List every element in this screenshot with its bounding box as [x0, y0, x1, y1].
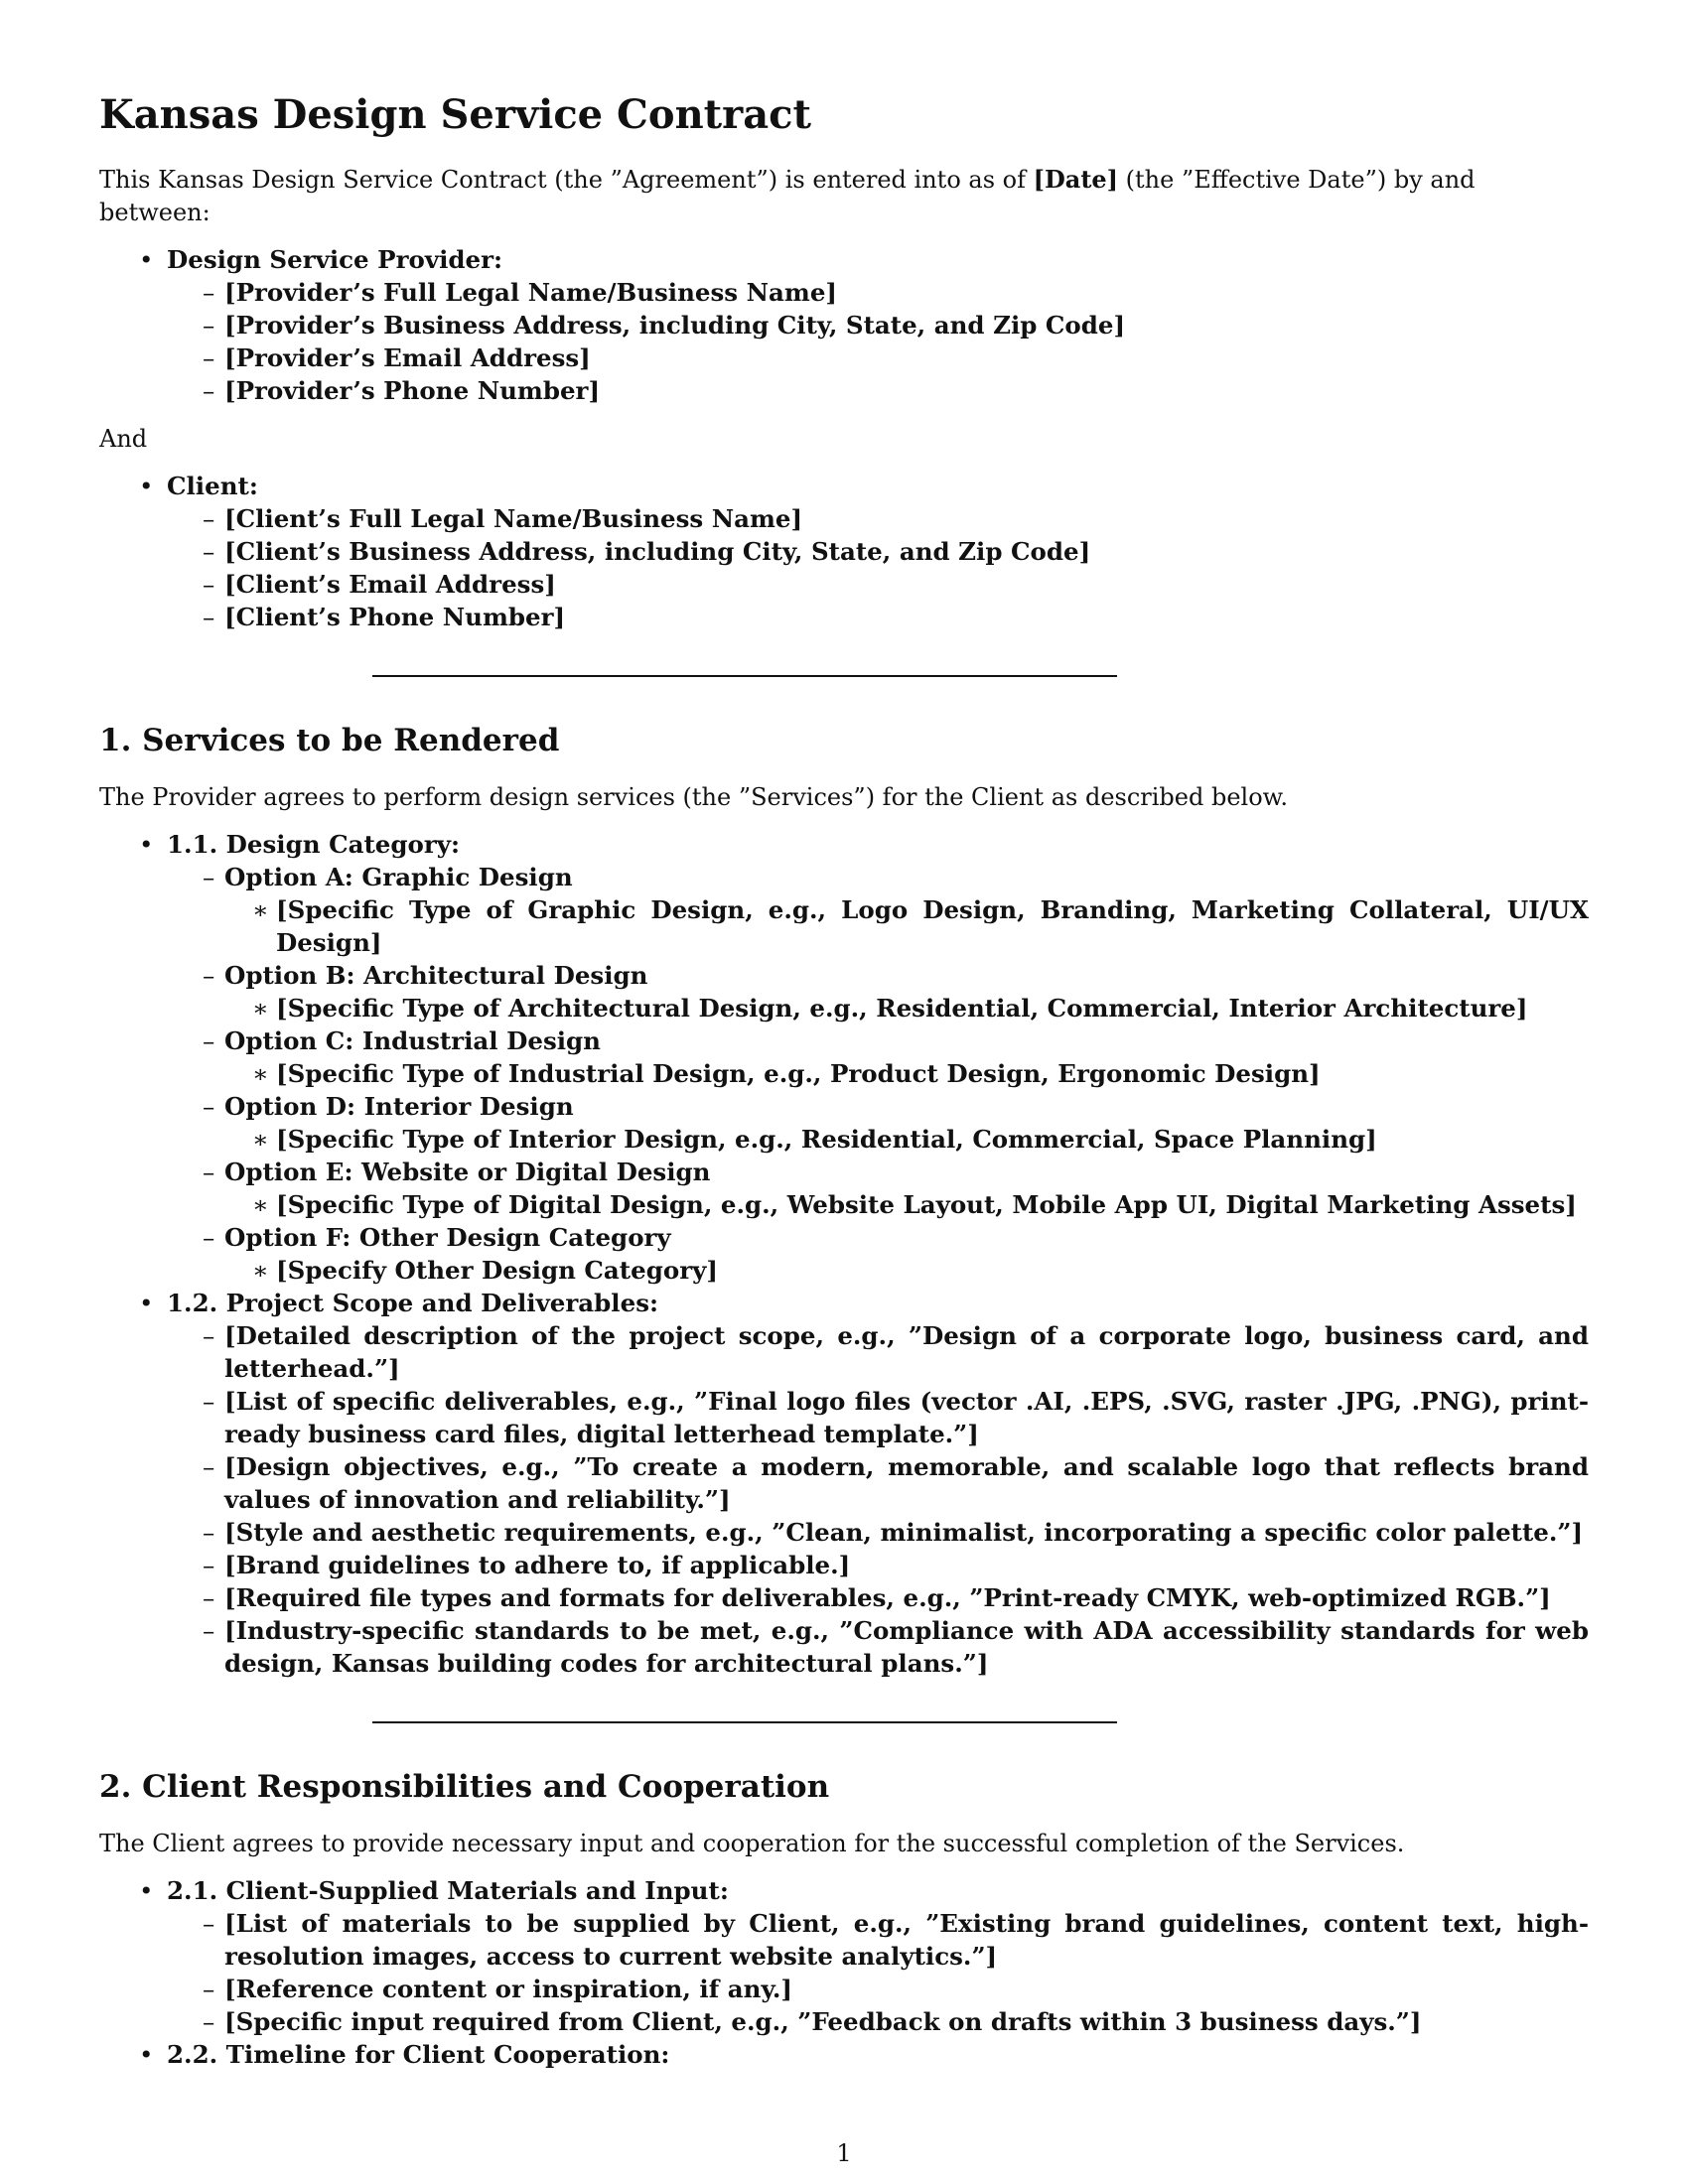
subsection-item: • 1.2. Project Scope and Deliverables: – [Detailed description of the project scope, e.g., ”Design of a corporate logo, business card, and letterhead.”] – [List of specific deliverables, e.g., ”Final logo files (vector .AI, .EPS, .SVG, raster .JPG, .PNG), print-ready business card files, digital letterhead template.”] – [Design objectives, e.g., ”To create a modern, memorable, and scalable logo that reflects brand values of innovation and reliability.”] – [Style and aesthetic requirements, e.g., ”Clean, minimalist, incorporating a specific color palette.”] – [Brand guidelines to adhere to, if applicable.] – [Required file types and formats for deliverables, e.g., ”Print-ready CMYK, web-optimized RGB.”] – [Industry-specific standards to be met, e.g., ”Compliance with ADA accessibility standards for web design, Kansas building codes for architectural plans.”]	[99, 1287, 1589, 1680]
subsection-item: • 2.2. Timeline for Client Cooperation:	[99, 2038, 1589, 2071]
list-item: – [Style and aesthetic requirements, e.g., ”Clean, minimalist, incorporating a specific color palette.”]	[167, 1516, 1589, 1549]
date-placeholder: [Date]	[1033, 165, 1119, 194]
section-divider	[372, 675, 1117, 677]
intro-paragraph: This Kansas Design Service Contract (the ”Agreement”) is entered into as of [Date] (the ”Effective Date”) by and between:	[99, 165, 1476, 226]
option-detail: ∗ [Specific Type of Architectural Design, e.g., Residential, Commercial, Interior Architecture]	[224, 992, 1589, 1024]
list-item: – [Industry-specific standards to be met, e.g., ”Compliance with ADA accessibility standards for web design, Kansas building codes for architectural plans.”]	[167, 1614, 1589, 1680]
option-item: – Option B: Architectural Design ∗ [Specific Type of Architectural Design, e.g., Residential, Commercial, Interior Architecture]	[167, 959, 1589, 1024]
option-item: – Option A: Graphic Design ∗ [Specific Type of Graphic Design, e.g., Logo Design, Branding, Marketing Collateral, UI/UX Design]	[167, 861, 1589, 959]
provider-list	[99, 243, 1589, 407]
subsection-item: • 2.1. Client-Supplied Materials and Input: – [List of materials to be supplied by Client, e.g., ”Existing brand guidelines, content text, high-resolution images, access to current website analytics.”] – [Reference content or inspiration, if any.] – [Specific input required from Client, e.g., ”Feedback on drafts within 3 business days.”]	[99, 1874, 1589, 2038]
provider-item: • Design Service Provider: – [Provider’s Full Legal Name/Business Name] – [Provider’s Business Address, including City, State, and Zip Code] – [Provider’s Email Address] – [Provider’s Phone Number]	[99, 243, 1589, 407]
option-item: – Option E: Website or Digital Design ∗ [Specific Type of Digital Design, e.g., Website Layout, Mobile App UI, Digital Marketing Assets]	[167, 1156, 1589, 1221]
client-item: • Client: – [Client’s Full Legal Name/Business Name] – [Client’s Business Address, including City, State, and Zip Code] – [Client’s Email Address] – [Client’s Phone Number]	[99, 470, 1589, 633]
option-detail: ∗ [Specific Type of Interior Design, e.g., Residential, Commercial, Space Planning]	[224, 1123, 1589, 1156]
list-item: – [Required file types and formats for deliverables, e.g., ”Print-ready CMYK, web-optimized RGB.”]	[167, 1581, 1589, 1614]
section-intro: The Client agrees to provide necessary input and cooperation for the successful completion of the Services.	[99, 1830, 1405, 1858]
list-item: – [Reference content or inspiration, if any.]	[167, 1973, 1589, 2005]
and-text: And	[99, 425, 148, 453]
client-list	[99, 470, 1589, 633]
option-item: – Option D: Interior Design ∗ [Specific Type of Interior Design, e.g., Residential, Commercial, Space Planning]	[167, 1090, 1589, 1156]
list-item: – [Design objectives, e.g., ”To create a modern, memorable, and scalable logo that reflects brand values of innovation and reliability.”]	[167, 1450, 1589, 1516]
option-detail: ∗ [Specific Type of Graphic Design, e.g., Logo Design, Branding, Marketing Collateral, UI/UX Design]	[224, 893, 1589, 959]
list-item: – [Detailed description of the project scope, e.g., ”Design of a corporate logo, business card, and letterhead.”]	[167, 1319, 1589, 1385]
list-item: – [Client’s Email Address]	[167, 568, 1589, 601]
section2-list	[99, 1874, 1589, 2071]
page-number: 1	[836, 2139, 852, 2167]
option-item: – Option F: Other Design Category ∗ [Specify Other Design Category]	[167, 1221, 1589, 1287]
option-detail: ∗ [Specify Other Design Category]	[224, 1254, 1589, 1287]
list-item: – [Specific input required from Client, e.g., ”Feedback on drafts within 3 business days.”]	[167, 2005, 1589, 2038]
option-detail: ∗ [Specific Type of Digital Design, e.g., Website Layout, Mobile App UI, Digital Marketing Assets]	[224, 1188, 1589, 1221]
section-divider	[372, 1721, 1117, 1723]
section-intro: The Provider agrees to perform design services (the ”Services”) for the Client as described below.	[99, 783, 1288, 812]
list-item: – [List of specific deliverables, e.g., ”Final logo files (vector .AI, .EPS, .SVG, raster .JPG, .PNG), print-ready business card files, digital letterhead template.”]	[167, 1385, 1589, 1450]
list-item: – [Client’s Phone Number]	[167, 601, 1589, 633]
list-item: – [Client’s Business Address, including City, State, and Zip Code]	[167, 535, 1589, 568]
section-heading: 1. Services to be Rendered	[99, 723, 560, 758]
list-item: – [Provider’s Full Legal Name/Business Name]	[167, 276, 1589, 309]
list-item: – [Provider’s Email Address]	[167, 341, 1589, 374]
list-item: – [Provider’s Business Address, including City, State, and Zip Code]	[167, 309, 1589, 341]
section-heading: 2. Client Responsibilities and Cooperation	[99, 1769, 830, 1806]
section1-list	[99, 828, 1589, 1680]
list-item: – [Brand guidelines to adhere to, if applicable.]	[167, 1549, 1589, 1581]
document-title: Kansas Design Service Contract	[99, 91, 811, 138]
list-item: – [Provider’s Phone Number]	[167, 374, 1589, 407]
list-item: – [Client’s Full Legal Name/Business Name]	[167, 502, 1589, 535]
document-page	[99, 79, 1589, 2071]
option-detail: ∗ [Specific Type of Industrial Design, e.g., Product Design, Ergonomic Design]	[224, 1057, 1589, 1090]
option-item: – Option C: Industrial Design ∗ [Specific Type of Industrial Design, e.g., Product Design, Ergonomic Design]	[167, 1024, 1589, 1090]
subsection-item: • 1.1. Design Category: – Option A: Graphic Design ∗ [Specific Type of Graphic Design, e.g., Logo Design, Branding, Marketing Collateral, UI/UX Design] – Option B: Architectural Design ∗ [Specific Type of Architectural Design, e.g., Residential, Commercial, Interior Architecture] – Option C: Industrial Design ∗ [Specific Type of Industrial Design, e.g., Product Design, Ergonomic Design] – Option D: Interior Design ∗ [Specific Type of Interior Design, e.g., Residential, Commercial, Space Planning] – Option E: Website or Digital Design ∗ [Specific Type of Digital Design, e.g., Website Layout, Mobile App UI, Digital Marketing Assets] – Option F: Other Design Category ∗ [Specify Other Design Category]	[99, 828, 1589, 1287]
list-item: – [List of materials to be supplied by Client, e.g., ”Existing brand guidelines, content text, high-resolution images, access to current website analytics.”]	[167, 1907, 1589, 1973]
